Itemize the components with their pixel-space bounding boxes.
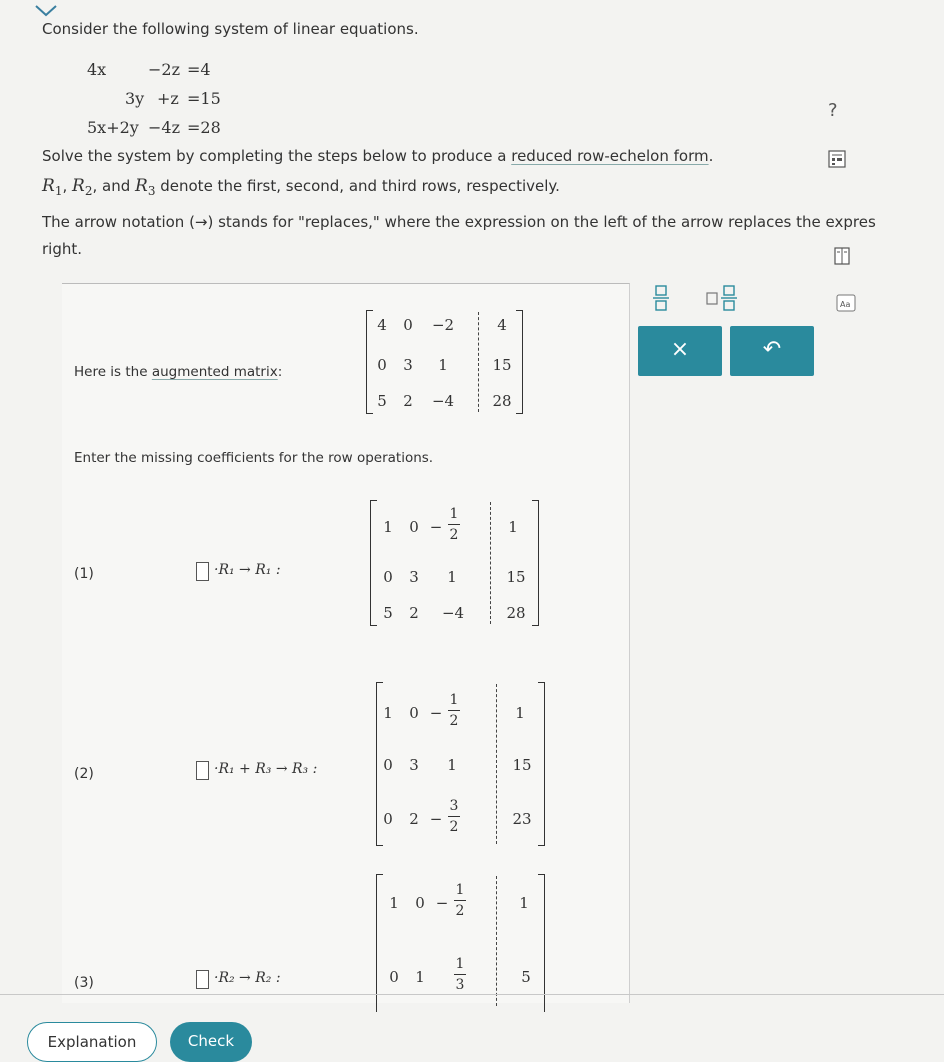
clear-button[interactable]: ×: [638, 326, 722, 376]
step-1-number: (1): [74, 566, 94, 582]
math-toolbar: [630, 270, 830, 380]
step-1-coefficient-input[interactable]: [196, 562, 209, 581]
book-icon[interactable]: [833, 247, 851, 265]
step-2-matrix: 1 0 − 1 2 1 0 3 1 15 0 2 − 3 2 23: [372, 680, 552, 850]
rows-notation-text: $R_1$, $R_2$, and $R_3$ denote the first, second, and third rows, respectively.: [42, 176, 560, 198]
bottom-divider: [0, 994, 944, 995]
mixed-number-icon[interactable]: [706, 284, 740, 312]
step-1-operation: ·R₁ → R₁ :: [214, 562, 281, 578]
calculator-icon[interactable]: [828, 150, 846, 168]
step-3-coefficient-input[interactable]: [196, 970, 209, 989]
row-ops-prompt: Enter the missing coefficients for the row operations.: [74, 450, 434, 466]
check-button[interactable]: Check: [170, 1022, 252, 1062]
solve-instruction: Solve the system by completing the steps below to produce a reduced row-echelon form.: [42, 147, 714, 165]
svg-text:Aa: Aa: [840, 300, 851, 309]
step-3-operation: ·R₂ → R₂ :: [214, 970, 281, 986]
explanation-button[interactable]: Explanation: [27, 1022, 157, 1062]
augmented-matrix: 4 0 −2 4 0 3 1 15 5 2 −4 28: [362, 306, 532, 416]
augmented-label: Here is the augmented matrix:: [74, 364, 283, 380]
step-2-coefficient-input[interactable]: [196, 761, 209, 780]
fraction-icon[interactable]: [652, 284, 670, 312]
step-3-number: (3): [74, 975, 94, 991]
augmented-matrix-link[interactable]: augmented matrix: [151, 364, 278, 380]
undo-button[interactable]: ↶: [730, 326, 814, 376]
rref-link[interactable]: reduced row-echelon form: [511, 147, 709, 165]
arrow-notation-text: The arrow notation (→) stands for "replaces," where the expression on the left of the arrow replaces the expres: [42, 213, 876, 231]
text-size-icon[interactable]: [836, 294, 856, 312]
help-icon[interactable]: ?: [828, 100, 838, 121]
arrow-notation-text-2: right.: [42, 240, 83, 258]
step-2-number: (2): [74, 766, 94, 782]
step-1-matrix: 1 0 − 1 2 1 0 3 1 15 5 2 −4 28: [366, 496, 546, 630]
step-3-matrix: 1 0 − 1 2 1 0 1 1 3 5: [372, 872, 552, 1012]
intro-text: Consider the following system of linear equations.: [42, 20, 419, 38]
step-2-operation: ·R₁ + R₃ → R₃ :: [214, 761, 318, 777]
chevron-down-icon[interactable]: [33, 4, 59, 18]
